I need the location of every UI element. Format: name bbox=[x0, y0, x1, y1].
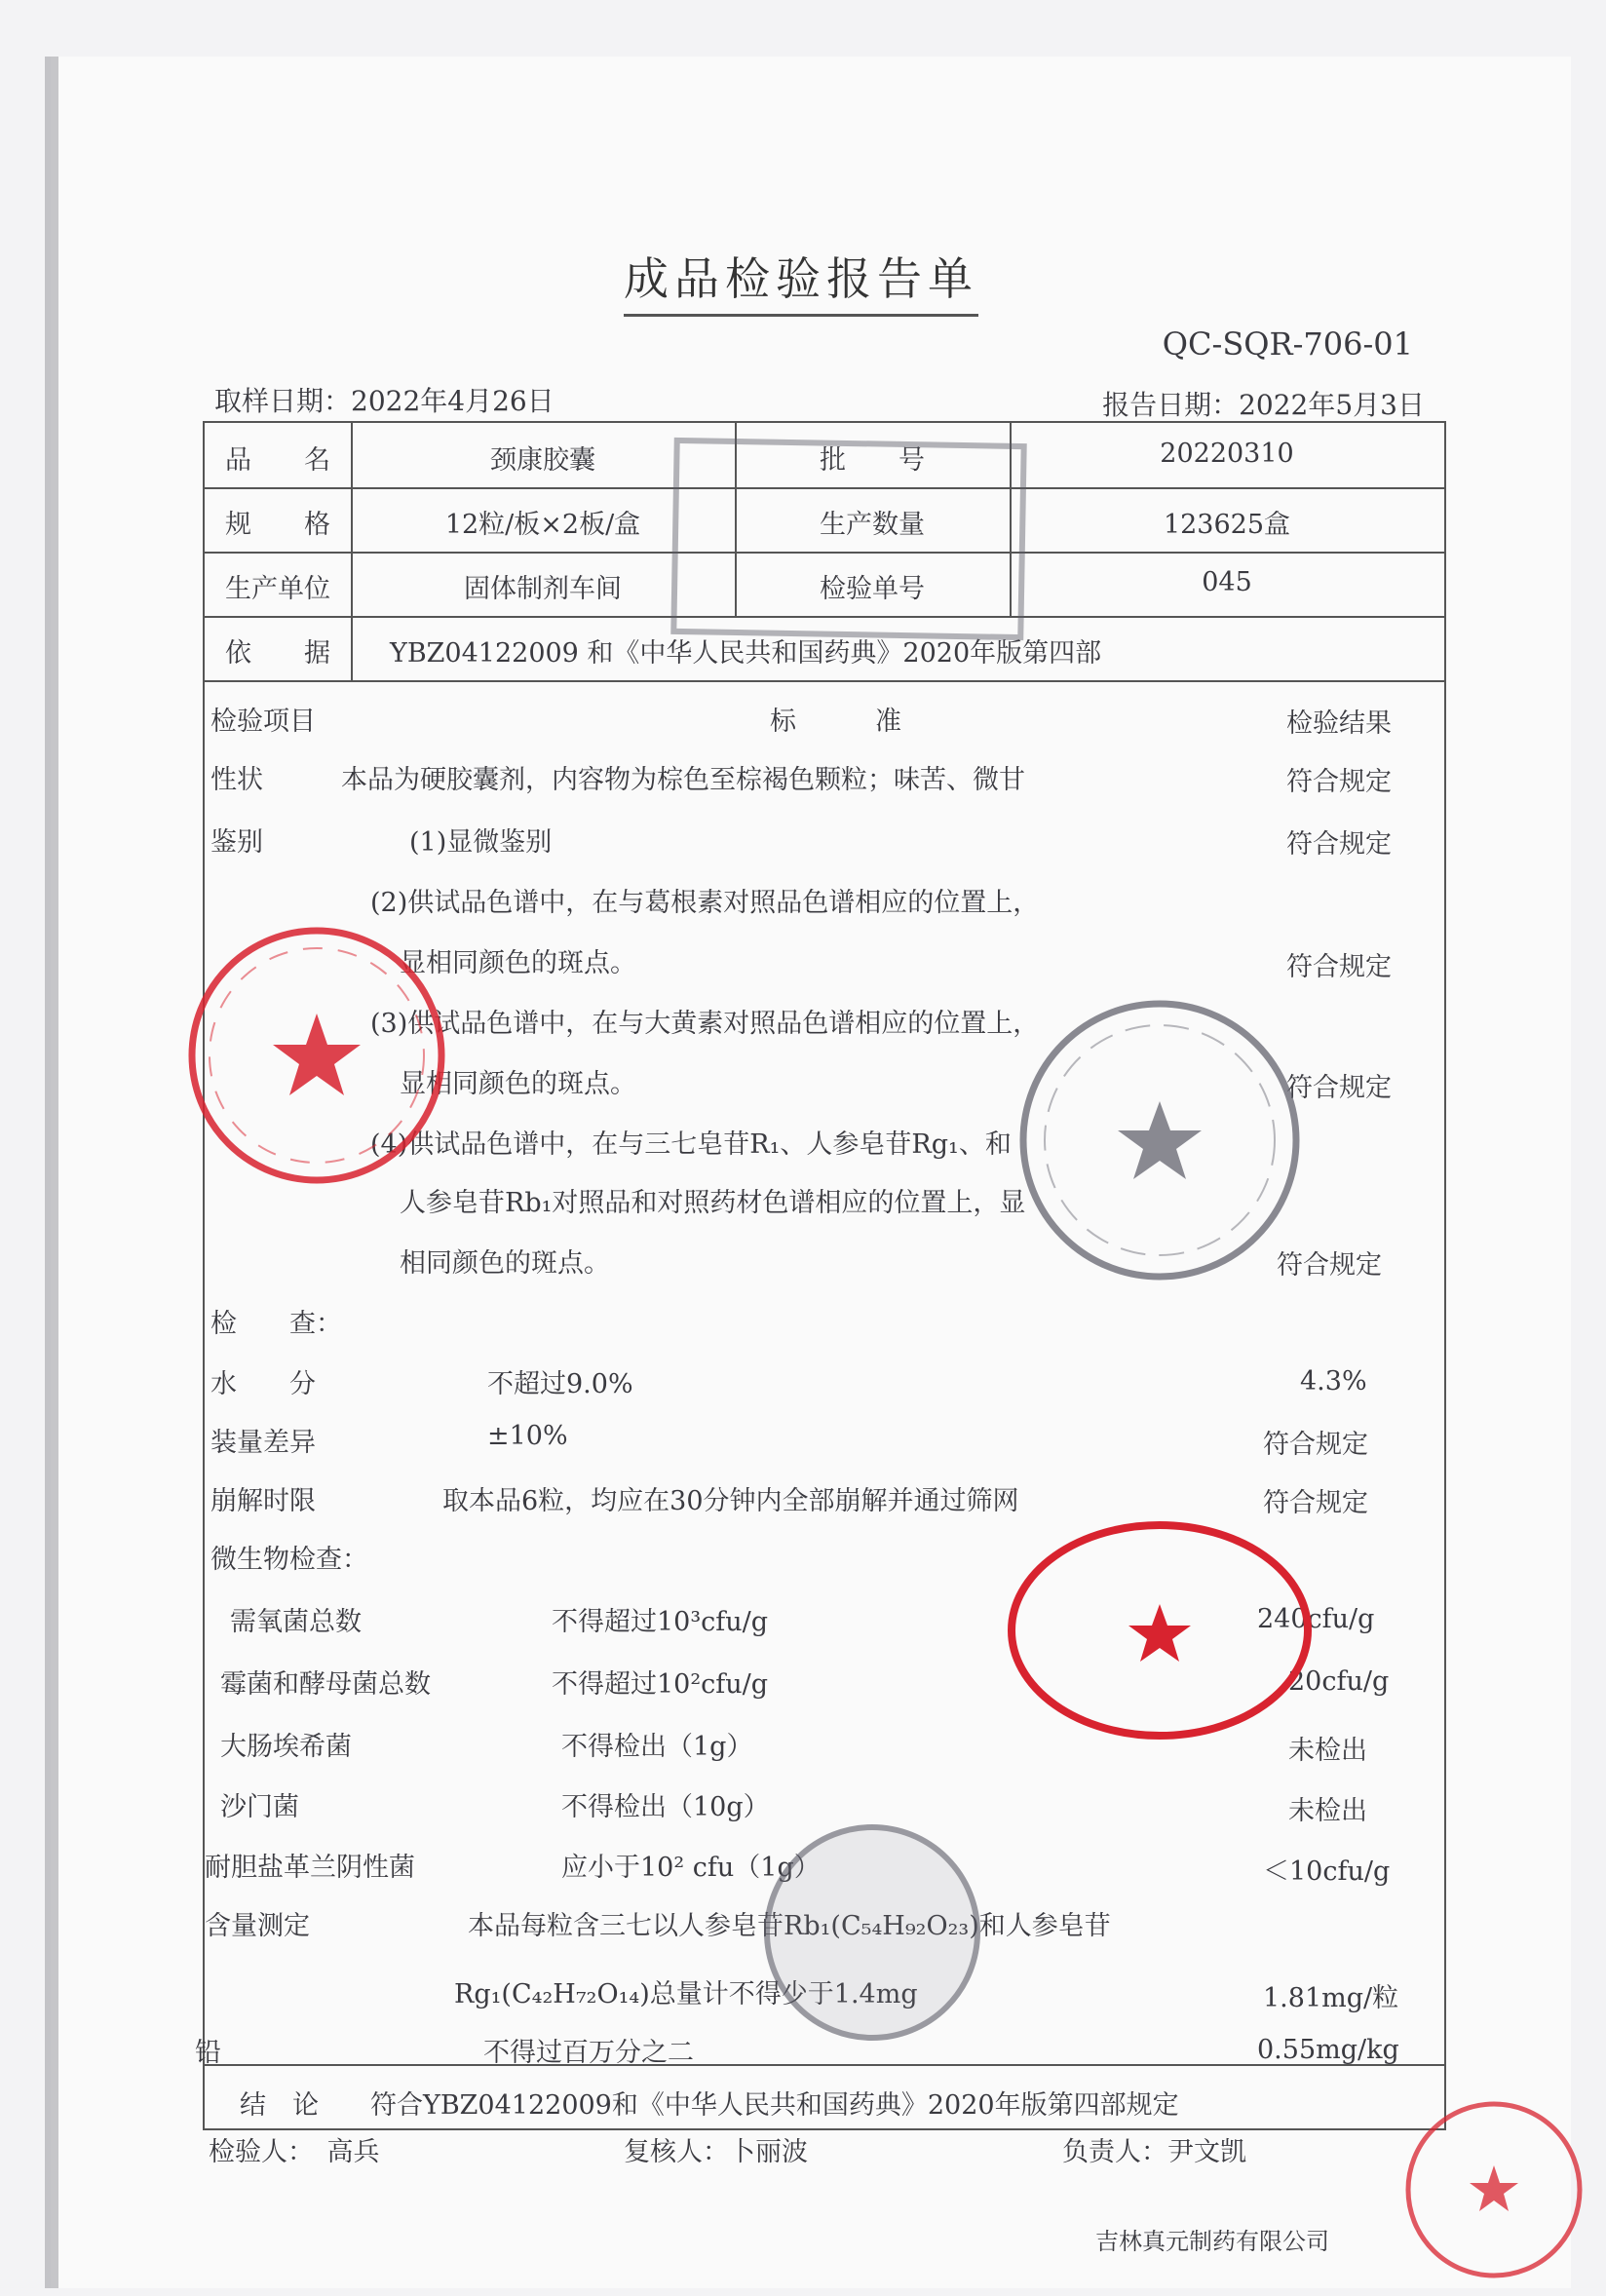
sample-date: 取样日期：2022年4月26日 bbox=[214, 385, 554, 417]
pass-seal bbox=[760, 1820, 984, 2045]
item-microbial: 微生物检查： bbox=[210, 1545, 368, 1575]
batch-value: 20220310 bbox=[1160, 439, 1294, 469]
table-line bbox=[205, 680, 1444, 682]
standard-lead: 不得过百万分之二 bbox=[483, 2038, 694, 2068]
basis-label: 依 据 bbox=[225, 638, 330, 669]
report-date: 报告日期：2022年5月3日 bbox=[1102, 389, 1425, 421]
item-moisture: 水 分 bbox=[210, 1369, 316, 1399]
standard-appearance: 本品为硬胶囊剂，内容物为棕色至棕褐色颗粒；味苦、微甘 bbox=[341, 765, 1025, 795]
standard-bile-tolerant: 应小于10² cfu（1g） bbox=[561, 1853, 821, 1883]
standard-aerobic: 不得超过10³cfu/g bbox=[552, 1607, 769, 1637]
standard-disintegration: 取本品6粒，均应在30分钟内全部崩解并通过筛网 bbox=[442, 1486, 1019, 1516]
result-id-2: 符合规定 bbox=[1286, 952, 1392, 982]
item-lead: 铅 bbox=[195, 2038, 221, 2068]
result-fill-weight: 符合规定 bbox=[1263, 1430, 1368, 1460]
item-appearance: 性状 bbox=[210, 765, 263, 795]
report-number-label: 检验单号 bbox=[820, 574, 925, 604]
result-moisture: 4.3% bbox=[1300, 1366, 1367, 1397]
standard-id-3a: (3)供试品色谱中，在与大黄素对照品色谱相应的位置上， bbox=[370, 1009, 1040, 1039]
header-item: 检验项目 bbox=[210, 707, 316, 737]
spec-value: 12粒/板×2板/盒 bbox=[444, 510, 641, 540]
pass-seal-graphic bbox=[760, 1820, 984, 2045]
left-red-seal bbox=[185, 924, 448, 1187]
basis-value: YBZ04122009 和《中华人民共和国药典》2020年版第四部 bbox=[390, 638, 1102, 669]
item-bile-tolerant: 耐胆盐革兰阴性菌 bbox=[205, 1853, 415, 1883]
header-standard: 标 准 bbox=[770, 707, 901, 737]
result-aerobic: 240cfu/g bbox=[1257, 1604, 1375, 1634]
gray-quality-seal bbox=[1013, 994, 1306, 1286]
item-assay: 含量测定 bbox=[205, 1911, 310, 1941]
conclusion-label: 结 论 bbox=[240, 2090, 319, 2121]
conclusion-value: 符合YBZ04122009和《中华人民共和国药典》2020年版第四部规定 bbox=[370, 2090, 1179, 2121]
item-salmonella: 沙门菌 bbox=[220, 1792, 299, 1822]
rectangular-gray-stamp bbox=[670, 438, 1026, 640]
company-name: 吉林真元制药有限公司 bbox=[1095, 2228, 1329, 2255]
standard-fill-weight: ±10% bbox=[487, 1421, 568, 1451]
result-assay: 1.81mg/粒 bbox=[1263, 1983, 1399, 2013]
standard-id-4b: 人参皂苷Rb₁对照品和对照药材色谱相应的位置上，显 bbox=[400, 1188, 1026, 1218]
standard-assay-a: 本品每粒含三七以人参皂苷Rb₁(C₅₄H₉₂O₂₃)和人参皂苷 bbox=[468, 1911, 1111, 1941]
name-label: 品 名 bbox=[225, 445, 330, 476]
standard-ecoli: 不得检出（1g） bbox=[561, 1732, 753, 1762]
item-identification: 鉴别 bbox=[210, 827, 263, 858]
header-result: 检验结果 bbox=[1286, 708, 1392, 739]
result-mold: 20cfu/g bbox=[1288, 1666, 1390, 1697]
corner-red-seal-graphic bbox=[1401, 2097, 1587, 2282]
item-aerobic: 需氧菌总数 bbox=[230, 1607, 362, 1637]
reviewer: 复核人：卜丽波 bbox=[624, 2137, 808, 2167]
batch-label: 批 号 bbox=[820, 445, 925, 476]
result-disintegration: 符合规定 bbox=[1263, 1488, 1368, 1518]
standard-assay-b: Rg₁(C₄₂H₇₂O₁₄)总量计不得少于1.4mg bbox=[454, 1979, 918, 2009]
result-ecoli: 未检出 bbox=[1288, 1736, 1367, 1766]
red-qc-seal-graphic bbox=[1006, 1518, 1314, 1742]
item-inspection: 检 查： bbox=[210, 1309, 342, 1339]
standard-mold: 不得超过10²cfu/g bbox=[552, 1669, 769, 1700]
result-salmonella: 未检出 bbox=[1288, 1796, 1367, 1826]
responsible-person: 负责人：尹文凯 bbox=[1062, 2137, 1246, 2167]
item-disintegration: 崩解时限 bbox=[210, 1486, 316, 1516]
report-number-value: 045 bbox=[1202, 567, 1252, 597]
gray-quality-seal-graphic bbox=[1013, 994, 1306, 1286]
unit-label: 生产单位 bbox=[225, 574, 330, 604]
result-id-1: 符合规定 bbox=[1286, 829, 1392, 860]
standard-id-4a: (4)供试品色谱中，在与三七皂苷R₁、人参皂苷Rg₁、和 bbox=[370, 1129, 1012, 1160]
item-fill-weight: 装量差异 bbox=[210, 1428, 316, 1458]
name-value: 颈康胶囊 bbox=[490, 445, 595, 476]
result-appearance: 符合规定 bbox=[1286, 767, 1392, 797]
result-id-4: 符合规定 bbox=[1277, 1250, 1382, 1281]
standard-salmonella: 不得检出（10g） bbox=[561, 1792, 770, 1822]
report-title: 成品检验报告单 bbox=[624, 244, 978, 317]
corner-red-seal bbox=[1401, 2097, 1587, 2282]
standard-moisture: 不超过9.0% bbox=[487, 1369, 633, 1399]
result-bile-tolerant: ＜10cfu/g bbox=[1263, 1856, 1391, 1887]
result-lead: 0.55mg/kg bbox=[1257, 2035, 1399, 2065]
left-red-seal-graphic bbox=[185, 924, 448, 1187]
quantity-value: 123625盒 bbox=[1163, 510, 1291, 540]
item-mold: 霉菌和酵母菌总数 bbox=[220, 1669, 431, 1700]
item-ecoli: 大肠埃希菌 bbox=[220, 1732, 352, 1762]
inspector: 检验人： 高兵 bbox=[209, 2137, 380, 2167]
standard-id-3b: 显相同颜色的斑点。 bbox=[400, 1069, 636, 1099]
document-code: QC-SQR-706-01 bbox=[1162, 325, 1413, 363]
standard-id-2a: (2)供试品色谱中，在与葛根素对照品色谱相应的位置上， bbox=[370, 888, 1040, 918]
standard-id-1: (1)显微鉴别 bbox=[409, 827, 553, 858]
result-id-3: 符合规定 bbox=[1286, 1073, 1392, 1103]
standard-id-2b: 显相同颜色的斑点。 bbox=[400, 948, 636, 978]
unit-value: 固体制剂车间 bbox=[464, 574, 622, 604]
spec-label: 规 格 bbox=[225, 510, 330, 540]
standard-id-4c: 相同颜色的斑点。 bbox=[400, 1248, 610, 1279]
red-qc-seal bbox=[1006, 1518, 1314, 1742]
quantity-label: 生产数量 bbox=[820, 510, 925, 540]
